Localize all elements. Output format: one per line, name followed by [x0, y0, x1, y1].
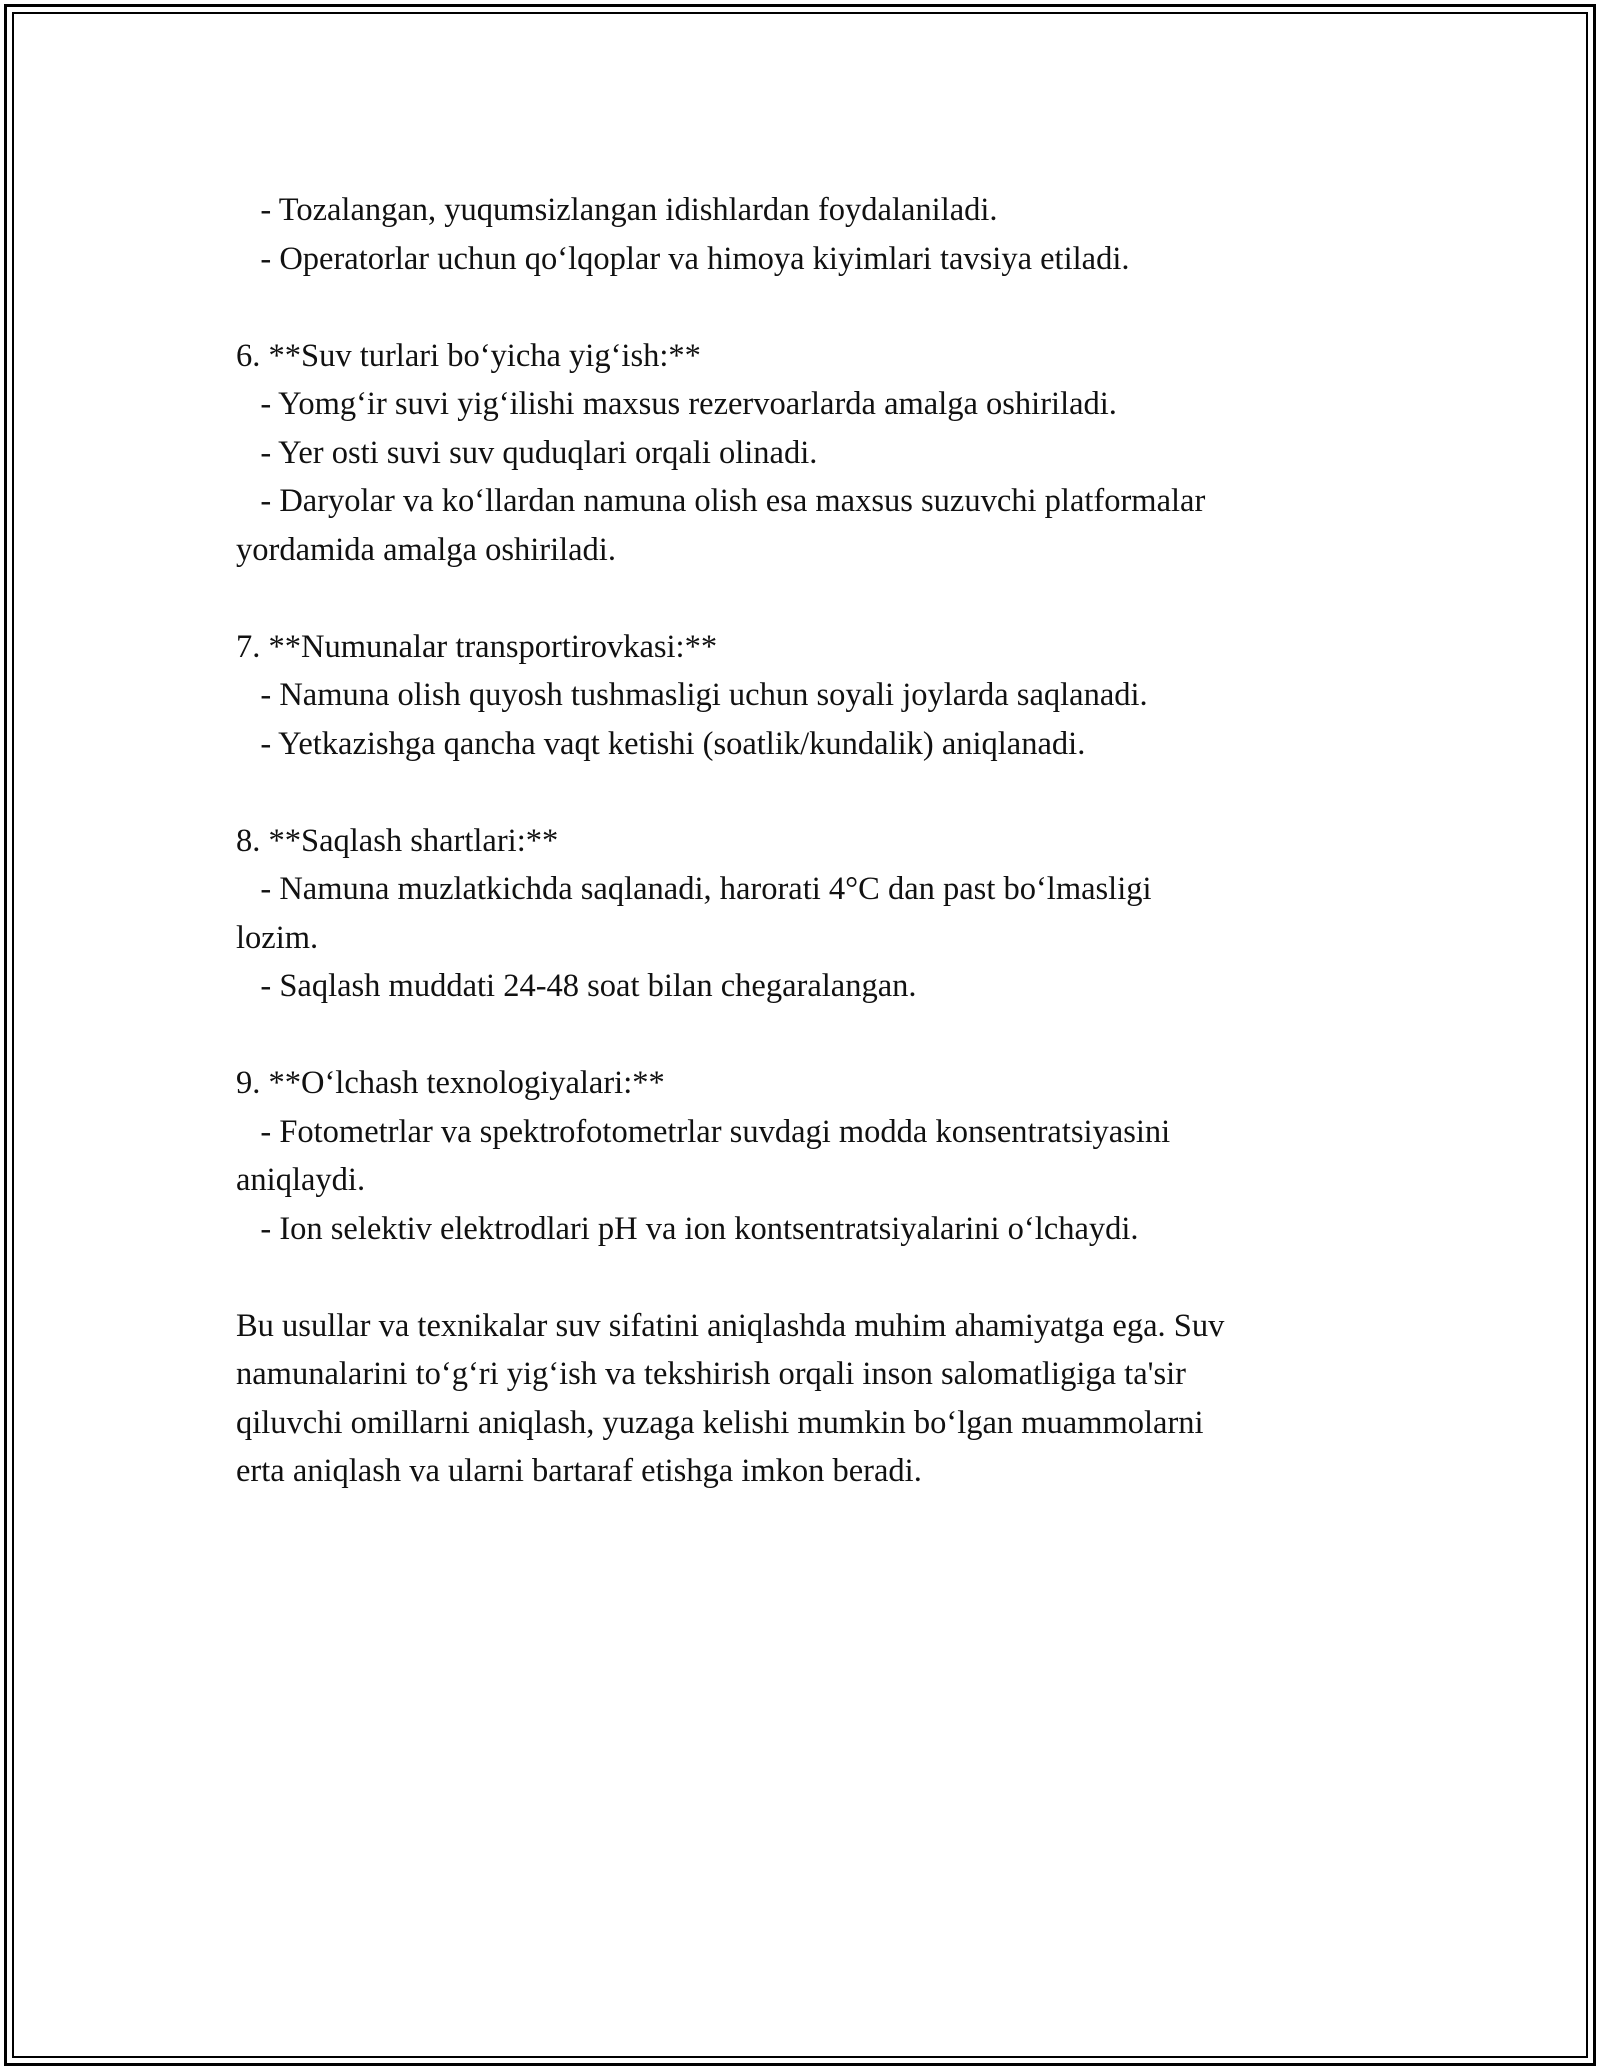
text-line: - Yomg‘ir suvi yig‘ilishi maxsus rezervoarlarda amalga oshiriladi. — [236, 386, 1117, 422]
text-line: - Tozalangan, yuqumsizlangan idishlardan foydalaniladi. — [236, 192, 998, 228]
text-line: - Fotometrlar va spektrofotometrlar suvdagi modda konsentratsiyasini — [236, 1113, 1171, 1150]
text-line: - Daryolar va ko‘llardan namuna olish esa maxsus suzuvchi platformalar — [236, 483, 1206, 519]
conclusion-line: namunalarini to‘g‘ri yig‘ish va tekshirish orqali inson salomatligiga ta'sir — [236, 1356, 1186, 1392]
text-line: - Ion selektiv elektrodlari pH va ion kontsentratsiyalarini o‘lchaydi. — [236, 1210, 1139, 1247]
text-line: - Namuna olish quyosh tushmasligi uchun soyali joylarda saqlanadi. — [236, 677, 1148, 713]
conclusion-line: erta aniqlash va ularni bartaraf etishga imkon beradi. — [236, 1453, 922, 1489]
section-heading-6: 6. **Suv turlari bo‘yicha yig‘ish:** — [236, 337, 701, 374]
text-line: - Namuna muzlatkichda saqlanadi, harorati 4°C dan past bo‘lmasligi — [236, 871, 1152, 907]
paragraph-gap — [236, 574, 1376, 623]
section-heading-8: 8. **Saqlash shartlari:** — [236, 822, 559, 859]
section-heading-9: 9. **O‘lchash texnologiyalari:** — [236, 1065, 665, 1101]
text-line: yordamida amalga oshiriladi. — [236, 531, 616, 568]
text-line: lozim. — [236, 919, 319, 956]
text-line: - Yetkazishga qancha vaqt ketishi (soatlik/kundalik) aniqlanadi. — [236, 725, 1086, 762]
paragraph-gap — [236, 1253, 1376, 1302]
conclusion-line: Bu usullar va texnikalar suv sifatini aniqlashda muhim ahamiyatga ega. Suv — [236, 1307, 1225, 1344]
text-line: aniqlaydi. — [236, 1162, 366, 1198]
paragraph-gap — [236, 768, 1376, 817]
paragraph-gap — [236, 283, 1376, 332]
text-line: - Saqlash muddati 24-48 soat bilan chegaralangan. — [236, 968, 917, 1004]
section-heading-7: 7. **Numunalar transportirovkasi:** — [236, 628, 718, 665]
document-body — [236, 186, 1376, 1496]
text-line: - Yer osti suvi suv quduqlari orqali olinadi. — [236, 434, 818, 471]
conclusion-line: qiluvchi omillarni aniqlash, yuzaga kelishi mumkin bo‘lgan muammolarni — [236, 1404, 1204, 1441]
paragraph-gap — [236, 1011, 1376, 1060]
text-line: - Operatorlar uchun qo‘lqoplar va himoya kiyimlari tavsiya etiladi. — [236, 240, 1130, 277]
